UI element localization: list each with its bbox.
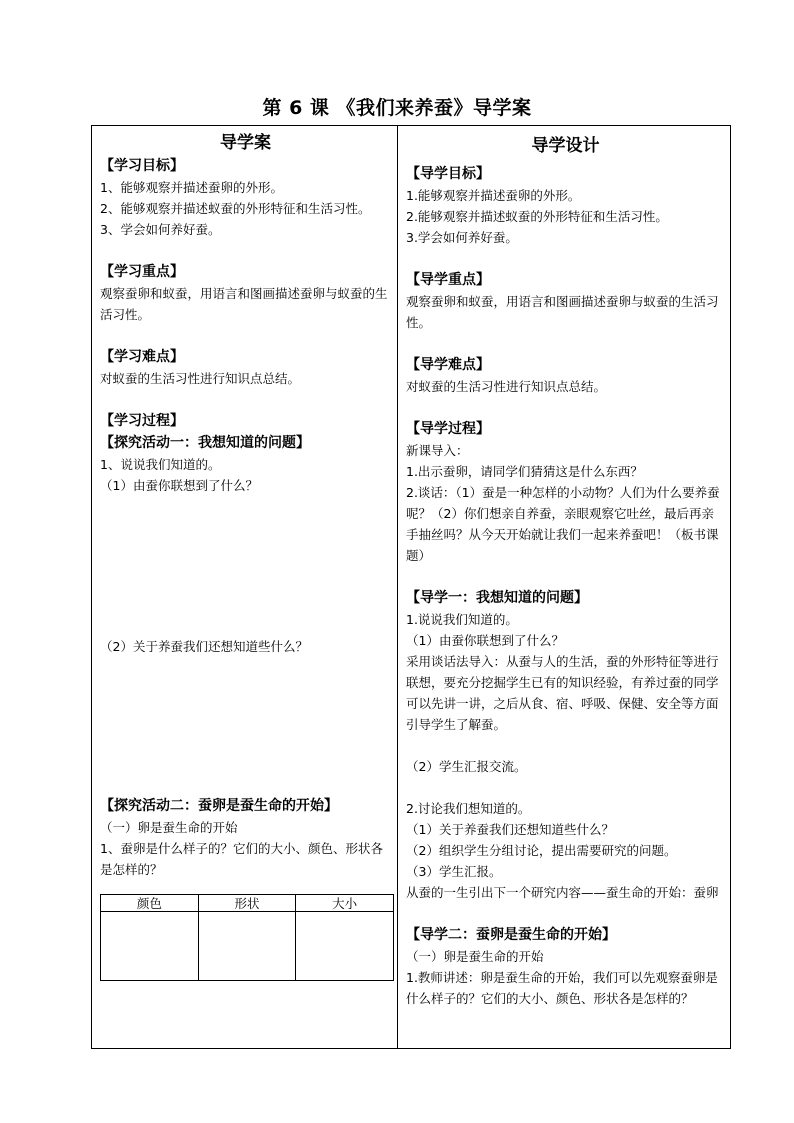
key-points-heading: 【学习重点】 xyxy=(100,264,184,280)
goals-heading: 【导学目标】 xyxy=(406,166,490,182)
goal-item: 3.学会如何养好蚕。 xyxy=(406,230,518,245)
intro-step-2: 2.谈话：（1）蚕是一种怎样的小动物？人们为什么要养蚕呢？（2）你们想亲自养蚕，亲眼观察它吐丝，最后再亲手抽丝吗？从今天开始就让我们一起来养蚕吧！（板书课题） xyxy=(406,485,720,563)
page-title: 第 6 课 《我们来养蚕》导学案 xyxy=(262,97,532,119)
difficulty-text: 对蚁蚕的生活习性进行知识点总结。 xyxy=(406,379,607,394)
teacher-column xyxy=(398,126,731,1009)
difficulty-text: 对蚁蚕的生活习性进行知识点总结。 xyxy=(100,371,301,386)
goal-item: 2、能够观察并描述蚁蚕的外形特征和生活习性。 xyxy=(100,201,371,216)
guide-two-heading: 【导学二：蚕卵是蚕生命的开始】 xyxy=(406,927,616,943)
guide-one-heading: 【导学一：我想知道的问题】 xyxy=(406,590,588,606)
teacher-column-heading: 导学设计 xyxy=(531,136,600,156)
guide-one-text: （2）学生汇报交流。 xyxy=(406,759,527,774)
key-points-text: 观察蚕卵和蚁蚕，用语言和图画描述蚕卵与蚁蚕的生活习性。 xyxy=(100,286,388,322)
goals-heading: 【学习目标】 xyxy=(100,158,184,174)
activity-one-sub-question-1: （1）由蚕你联想到了什么？ xyxy=(100,478,258,493)
student-column-heading: 导学案 xyxy=(220,133,271,153)
difficulty-heading: 【导学难点】 xyxy=(406,357,490,373)
goal-item: 2.能够观察并描述蚁蚕的外形特征和生活习性。 xyxy=(406,209,668,224)
guide-two-subtitle: （一）卵是蚕生命的开始 xyxy=(406,949,544,964)
guide-one-text: 采用谈话法导入：从蚕与人的生活，蚕的外形特征等进行联想，要充分挖掘学生已有的知识经验，有养过蚕的同学可以先讲一讲，之后从食、宿、呼吸、保健、安全等方面引导学生了解蚕。 xyxy=(406,654,719,732)
activity-one-question: 1、说说我们知道的。 xyxy=(100,457,221,472)
guide-one-text: （2）组织学生分组讨论，提出需要研究的问题。 xyxy=(406,843,677,858)
guide-one-text: （3）学生汇报。 xyxy=(406,864,502,879)
table-cell[interactable] xyxy=(296,912,394,981)
table-header-color: 颜色 xyxy=(101,895,199,912)
guide-one-text: （1）关于养蚕我们还想知道些什么？ xyxy=(406,822,614,837)
activity-two-question: 1、蚕卵是什么样子的？它们的大小、颜色、形状各是怎样的？ xyxy=(100,841,383,877)
goal-item: 3、学会如何养好蚕。 xyxy=(100,222,221,237)
difficulty-heading: 【学习难点】 xyxy=(100,349,184,365)
intro-label: 新课导入： xyxy=(406,443,469,458)
guide-one-text: 2.讨论我们想知道的。 xyxy=(406,801,531,816)
activity-two-subtitle: （一）卵是蚕生命的开始 xyxy=(100,820,238,835)
process-heading: 【学习过程】 xyxy=(100,413,184,429)
process-heading: 【导学过程】 xyxy=(406,421,490,437)
table-header-size: 大小 xyxy=(296,895,394,912)
guide-two-text: 1.教师讲述：卵是蚕生命的开始，我们可以先观察蚕卵是什么样子的？它们的大小、颜色、形状各是怎样的？ xyxy=(406,970,718,1006)
intro-step-1: 1.出示蚕卵，请同学们猜猜这是什么东西？ xyxy=(406,464,643,479)
goal-item: 1、能够观察并描述蚕卵的外形。 xyxy=(100,180,283,195)
answer-space xyxy=(100,657,391,795)
key-points-heading: 【导学重点】 xyxy=(406,272,490,288)
student-column xyxy=(92,126,397,981)
answer-space xyxy=(100,496,391,636)
activity-one-heading: 【探究活动一：我想知道的问题】 xyxy=(100,435,310,451)
activity-one-sub-question-2: （2）关于养蚕我们还想知道些什么？ xyxy=(100,639,308,654)
goal-item: 1.能够观察并描述蚕卵的外形。 xyxy=(406,188,581,203)
table-header-shape: 形状 xyxy=(198,895,296,912)
lesson-table xyxy=(91,125,731,1049)
key-points-text: 观察蚕卵和蚁蚕，用语言和图画描述蚕卵与蚁蚕的生活习性。 xyxy=(406,294,719,330)
guide-one-text: （1）由蚕你联想到了什么？ xyxy=(406,633,564,648)
guide-one-text: 从蚕的一生引出下一个研究内容——蚕生命的开始：蚕卵 xyxy=(406,885,719,900)
table-cell[interactable] xyxy=(101,912,199,981)
guide-one-text: 1.说说我们知道的。 xyxy=(406,612,518,627)
activity-two-heading: 【探究活动二：蚕卵是蚕生命的开始】 xyxy=(100,798,338,814)
observation-table xyxy=(100,894,394,981)
table-cell[interactable] xyxy=(198,912,296,981)
